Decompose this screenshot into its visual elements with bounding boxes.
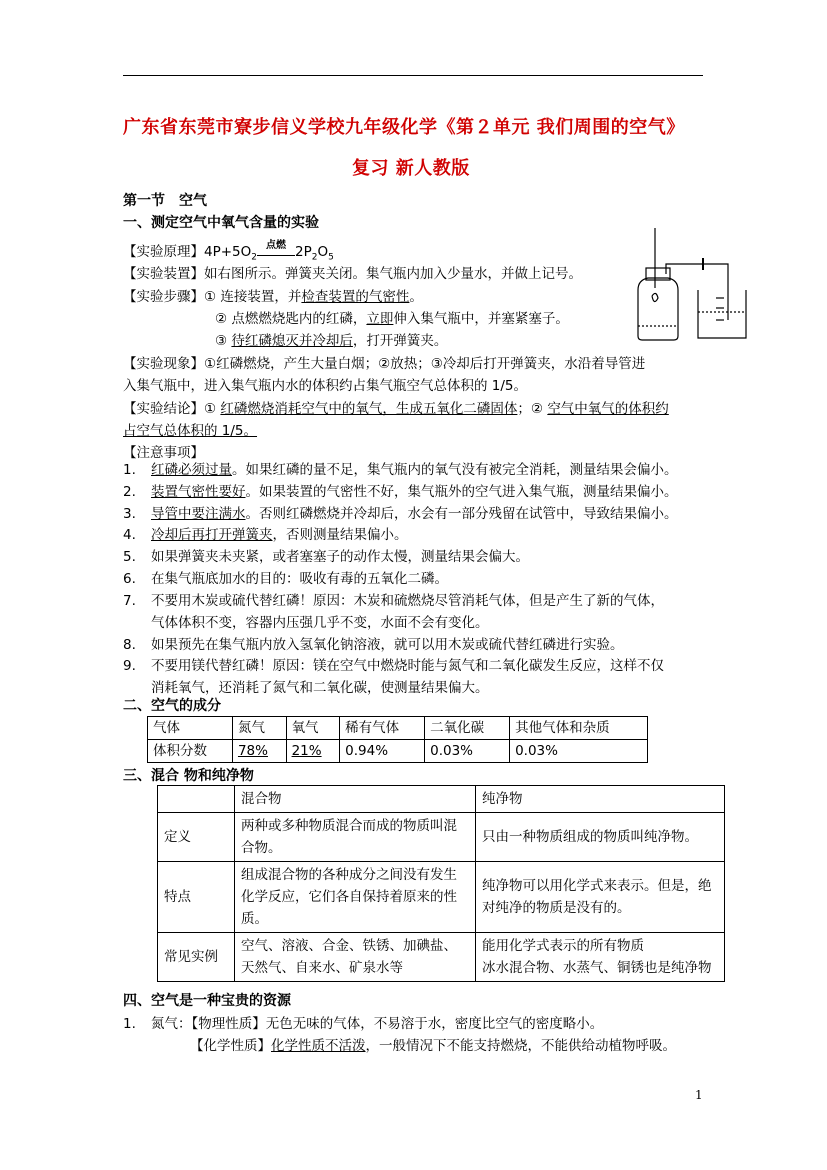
list-item: 7. 不要用木炭或硫代替红磷！原因：木炭和硫燃烧尽管消耗气体，但是产生了新的气体， xyxy=(123,593,664,609)
mixture-table xyxy=(157,785,725,982)
table-header-cell: 氧气 xyxy=(286,717,340,740)
table-row xyxy=(158,933,725,982)
table-cell: 0.03% xyxy=(425,740,510,763)
nitrogen-chemical: 【化学性质】化学性质不活泼，一般情况下不能支持燃烧，不能供给动植物呼吸。 xyxy=(190,1038,676,1054)
table-cell: 组成混合物的各种成分之间没有发生化学反应，它们各自保持着原来的性质。 xyxy=(235,862,476,933)
reactant: $4P+5O_2$ xyxy=(204,244,257,263)
table-header-cell: 稀有气体 xyxy=(340,717,425,740)
table-header-cell: 氮气 xyxy=(232,717,286,740)
list-item: 2. 装置气密性要好。如果装置的气密性不好，集气瓶外的空气进入集气瓶，测量结果偏小。 xyxy=(123,484,678,500)
step-2: ② 点燃燃烧匙内的红磷，立即伸入集气瓶中，并塞紧塞子。 xyxy=(215,311,569,327)
table-cell: 体积分数 xyxy=(148,740,233,763)
conclusion-line1: 【实验结论】① 红磷燃烧消耗空气中的氧气，生成五氧化二磷固体；② 空气中氧气的体积约 xyxy=(123,401,669,417)
principle-line xyxy=(123,240,334,263)
document-title-line2: 复习 新人教版 xyxy=(352,158,470,179)
list-item: 消耗氧气，还消耗了氮气和二氧化碳，使测量结果偏大。 xyxy=(151,680,489,696)
list-item: 4. 冷却后再打开弹簧夹，否则测量结果偏小。 xyxy=(123,527,408,543)
beaker xyxy=(698,290,746,338)
header-rule xyxy=(123,75,703,76)
table-cell: 能用化学式表示的所有物质 冰水混合物、水蒸气、铜锈也是纯净物 xyxy=(476,933,725,982)
list-item: 5. 如果弹簧夹未夹紧，或者塞塞子的动作太慢，测量结果会偏大。 xyxy=(123,549,529,565)
table-cell xyxy=(158,786,235,813)
section-heading: 第一节 空气 xyxy=(123,193,207,209)
phenomenon-line1: 【实验现象】①红磷燃烧，产生大量白烟；②放热；③冷却后打开弹簧夹，水沿着导管进 xyxy=(123,356,646,372)
list-item: 8. 如果预先在集气瓶内放入氢氧化钠溶液，就可以用木炭或硫代替红磷进行实验。 xyxy=(123,637,624,653)
table-cell: 只由一种物质组成的物质叫纯净物。 xyxy=(476,813,725,862)
table-row xyxy=(148,740,648,763)
table-header-cell: 气体 xyxy=(148,717,233,740)
table-cell: 纯净物可以用化学式来表示。但是，绝对纯净的物质是没有的。 xyxy=(476,862,725,933)
list-item: 3. 导管中要注满水。否则红磷燃烧并冷却后，水会有一部分残留在试管中，导致结果偏小。 xyxy=(123,506,678,522)
list-item: 1. 红磷必须过量。如果红磷的量不足，集气瓶内的氧气没有被完全消耗，测量结果会偏小。 xyxy=(123,462,678,478)
setup-line: 【实验装置】如右图所示。弹簧夹关闭。集气瓶内加入少量水，并做上记号。 xyxy=(123,266,582,282)
heading-air-composition: 二、空气的成分 xyxy=(123,698,221,714)
table-row xyxy=(148,717,648,740)
nitrogen-physical: 1. 氮气：【物理性质】无色无味的气体，不易溶于水，密度比空气的密度略小。 xyxy=(123,1016,604,1032)
gas-collecting-bottle xyxy=(638,278,678,340)
table-cell: 0.94% xyxy=(340,740,425,763)
table-header-cell: 混合物 xyxy=(235,786,476,813)
table-header-cell: 其他气体和杂质 xyxy=(510,717,648,740)
table-cell: 21% xyxy=(286,740,340,763)
table-row xyxy=(158,813,725,862)
document-title-line1: 广东省东莞市寮步信义学校九年级化学《第２单元 我们周围的空气》 xyxy=(123,117,685,138)
table-row xyxy=(158,786,725,813)
conclusion-line2: 占空气总体积的 1/5。 xyxy=(123,423,258,439)
table-cell: 常见实例 xyxy=(158,933,235,982)
table-cell: 空气、溶液、合金、铁锈、加碘盐、天然气、自来水、矿泉水等 xyxy=(235,933,476,982)
list-item: 6. 在集气瓶底加水的目的：吸收有毒的五氧化二磷。 xyxy=(123,571,448,587)
phenomenon-line2: 入集气瓶中，进入集气瓶内水的体积约占集气瓶空气总体积的 1/5。 xyxy=(123,378,528,394)
heading-resources: 四、空气是一种宝贵的资源 xyxy=(123,993,291,1009)
table-row xyxy=(158,862,725,933)
table-cell: 78% xyxy=(232,740,286,763)
apparatus-diagram xyxy=(628,228,748,343)
flame-icon xyxy=(652,293,658,301)
table-header-cell: 二氧化碳 xyxy=(425,717,510,740)
list-item: 气体体积不变，容器内压强几乎不变，水面不会有变化。 xyxy=(151,615,489,631)
step-1: 【实验步骤】① 连接装置，并检查装置的气密性。 xyxy=(123,289,423,305)
principle-label: 【实验原理】 xyxy=(123,244,204,260)
air-composition-table xyxy=(147,716,648,763)
list-item: 9. 不要用镁代替红磷！原因：镁在空气中燃烧时能与氮气和二氧化碳发生反应，这样不仅 xyxy=(123,658,664,674)
table-cell: 定义 xyxy=(158,813,235,862)
page-number: 1 xyxy=(695,1088,703,1102)
reaction-condition: 点燃 xyxy=(257,247,295,256)
notes-label: 【注意事项】 xyxy=(123,445,204,461)
heading-oxygen-experiment: 一、测定空气中氧气含量的实验 xyxy=(123,215,319,231)
table-cell: 两种或多种物质混合而成的物质叫混合物。 xyxy=(235,813,476,862)
product: $2P_2O_5$ xyxy=(295,244,334,263)
heading-mixtures: 三、混合 物和纯净物 xyxy=(123,768,254,784)
step-3: ③ 待红磷熄灭并冷却后，打开弹簧夹。 xyxy=(215,333,448,349)
table-header-cell: 纯净物 xyxy=(476,786,725,813)
table-cell: 特点 xyxy=(158,862,235,933)
table-cell: 0.03% xyxy=(510,740,648,763)
